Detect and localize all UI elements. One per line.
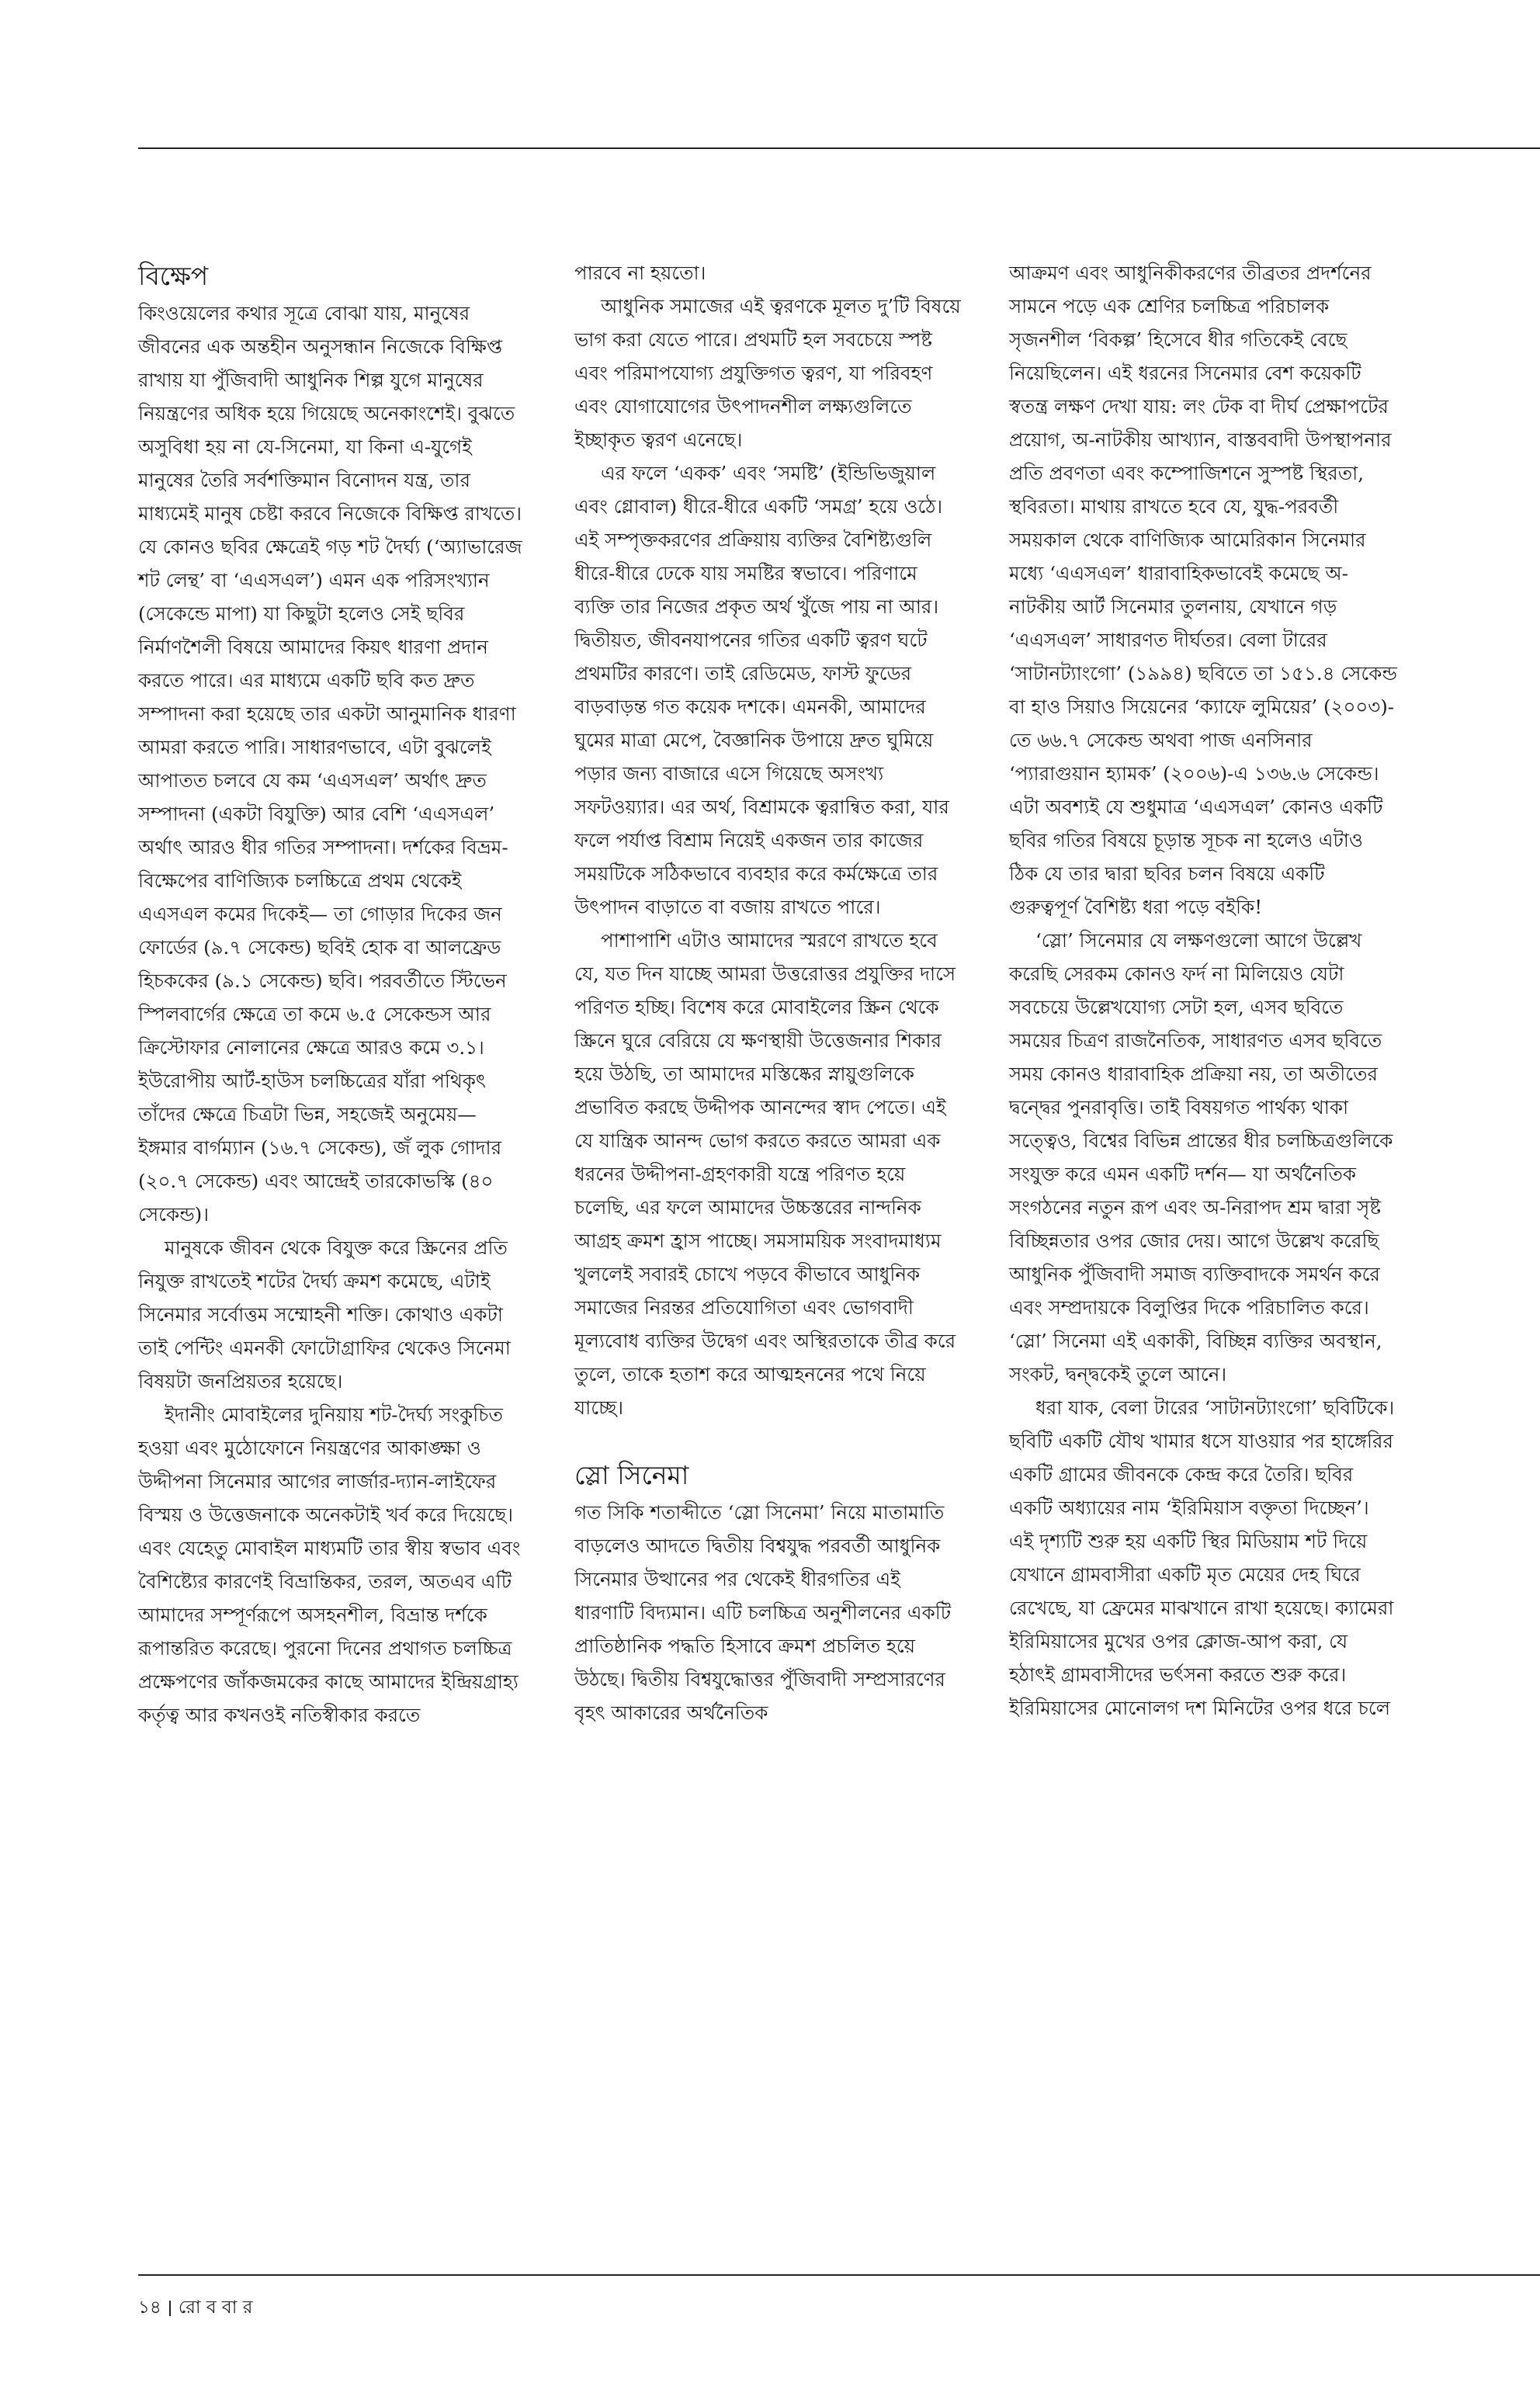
section-heading-bikkhep: বিক্ষেপ: [138, 261, 209, 291]
bottom-rule: [138, 2274, 1540, 2276]
section-heading-slow-cinema: স্লো সিনেমা: [574, 1460, 689, 1490]
paragraph: গত সিকি শতাব্দীতে ‘স্লো সিনেমা’ নিয়ে মাতামাতি বাড়লেও আদতে দ্বিতীয় বিশ্বযুদ্ধ পরবর্তী আধুনিক সিনেমার উত্থানের পর থেকেই ধীরগতির এই ধারণাটি বিদ্যমান। এটি চলচ্চিত্র অনুশীলনের একটি প্রাতিষ্ঠানিক পদ্ধতি হিসাবে ক্রমশ প্রচলিত হয়ে উঠছে। দ্বিতীয় বিশ্বযুদ্ধোত্তর পুঁজিবাদী সম্প্রসারণের বৃহৎ আকারের অর্থনৈতিক: [574, 1501, 952, 1724]
paragraph: ‘স্লো’ সিনেমার যে লক্ষণগুলো আগে উল্লেখ করেছি সেরকম কোনও ফর্দ না মিলিয়েও যেটা সবচেয়ে উল্লেখযোগ্য সেটা হল, এসব ছবিতে সময়ের চিত্রণ রাজনৈতিক, সাধারণত এসব ছবিতে সময় কোনও ধারাবাহিক প্রক্রিয়া নয়, তা অতীতের দ্বন্দ্বের পুনরাবৃত্তি। তাই বিষয়গত পার্থক্য থাকা সত্ত্বেও, বিশ্বের বিভিন্ন প্রান্তের ধীর চলচ্চিত্রগুলিকে সংযুক্ত করে এমন একটি দর্শন— যা অর্থনৈতিক সংগঠনের নতুন রূপ এবং অ-নিরাপদ শ্রম দ্বারা সৃষ্ট বিচ্ছিন্নতার ওপর জোর দেয়। আগে উল্লেখ করেছি আধুনিক পুঁজিবাদী সমাজ ব্যক্তিবাদকে সমর্থন করে এবং সম্প্রদায়কে বিলুপ্তির দিকে পরিচালিত করে। ‘স্লো’ সিনেমা এই একাকী, বিচ্ছিন্ন ব্যক্তির অবস্থান, সংকট, দ্বন্দ্বকেই তুলে আনে।: [1009, 929, 1393, 1386]
paragraph: পাশাপাশি এটাও আমাদের স্মরণে রাখতে হবে যে, যত দিন যাচ্ছে আমরা উত্তরোত্তর প্রযুক্তির দাসে পরিণত হচ্ছি। বিশেষ করে মোবাইলের স্ক্রিন থেকে স্ক্রিনে ঘুরে বেরিয়ে যে ক্ষণস্থায়ী উত্তেজনার শিকার হয়ে উঠছি, তা আমাদের মস্তিষ্কের স্নায়ুগুলিকে প্রভাবিত করছে উদ্দীপক আনন্দের স্বাদ পেতে। এই যে যান্ত্রিক আনন্দ ভোগ করতে করতে আমরা এক ধরনের উদ্দীপনা-গ্রহণকারী যন্ত্রে পরিণত হয়ে চলেছি, এর ফলে আমাদের উচ্চস্তরের নান্দনিক আগ্রহ ক্রমশ হ্রাস পাচ্ছে। সমসাময়িক সংবাদমাধ্যম খুললেই সবারই চোখে পড়বে কীভাবে আধুনিক সমাজের নিরন্তর প্রতিযোগিতা এবং ভোগবাদী মূল্যবোধ ব্যক্তির উদ্বেগ এবং অস্থিরতাকে তীব্র করে তুলে, তাকে হতাশ করে আত্মহননের পথে নিয়ে যাচ্ছে।: [574, 929, 956, 1419]
paragraph: আধুনিক সমাজের এই ত্বরণকে মূলত দু’টি বিষয়ে ভাগ করা যেতে পারে। প্রথমটি হল সবচেয়ে স্পষ্ট এবং পরিমাপযোগ্য প্রযুক্তিগত ত্বরণ, যা পরিবহণ এবং যোগাযোগের উৎপাদনশীল লক্ষ্যগুলিতে ইচ্ছাকৃত ত্বরণ এনেছে।: [574, 295, 961, 451]
paragraph: পারবে না হয়তো।: [574, 262, 706, 284]
magazine-name: রো ব বা র: [178, 2298, 253, 2318]
paragraph: ধরা যাক, বেলা টারের ‘সাটানট্যাংগো’ ছবিটিকে। ছবিটি একটি যৌথ খামার ধসে যাওয়ার পর হাঙ্গেরির একটি গ্রামের জীবনকে কেন্দ্র করে তৈরি। ছবির একটি অধ্যায়ের নাম ‘ইরিমিয়াস বক্তৃতা দিচ্ছেন’। এই দৃশ্যটি শুরু হয় একটি স্থির মিডিয়াম শট দিয়ে যেখানে গ্রামবাসীরা একটি মৃত মেয়ের দেহ ঘিরে রেখেছে, যা ফ্রেমের মাঝখানে রাখা হয়েছে। ক্যামেরা ইরিমিয়াসের মুখের ওপর ক্লোজ-আপ করা, যে হঠাৎই গ্রামবাসীদের ভর্ৎসনা করতে শুরু করে। ইরিমিয়াসের মোনোলগ দশ মিনিটের ওপর ধরে চলে: [1009, 1396, 1395, 1719]
paragraph: আক্রমণ এবং আধুনিকীকরণের তীব্রতর প্রদর্শনের সামনে পড়ে এক শ্রেণির চলচ্চিত্র পরিচালক সৃজনশীল ‘বিকল্প’ হিসেবে ধীর গতিকেই বেছে নিয়েছিলেন। এই ধরনের সিনেমার বেশ কয়েকটি স্বতন্ত্র লক্ষণ দেখা যায়: লং টেক বা দীর্ঘ প্রেক্ষাপটের প্রয়োগ, অ-নাটকীয় আখ্যান, বাস্তববাদী উপস্থাপনার প্রতি প্রবণতা এবং কম্পোজিশনে সুস্পষ্ট স্থিরতা, স্থবিরতা। মাথায় রাখতে হবে যে, যুদ্ধ-পরবর্তী সময়কাল থেকে বাণিজ্যিক আমেরিকান সিনেমার মধ্যে ‘এএসএল’ ধারাবাহিকভাবেই কমেছে অ-নাটকীয় আর্ট সিনেমার তুলনায়, যেখানে গড় ‘এএসএল’ সাধারণত দীর্ঘতর। বেলা টারের ‘সাটানট্যাংগো’ (১৯৯৪) ছবিতে তা ১৫১.৪ সেকেন্ড বা হাও সিয়াও সিয়েনের ‘ক্যাফে লুমিয়ের’ (২০০৩)-তে ৬৬.৭ সেকেন্ড অথবা পাজ এনসিনার ‘প্যারাগুয়ান হ্যামক’ (২০০৬)-এ ১৩৬.৬ সেকেন্ড। এটা অবশ্যই যে শুধুমাত্র ‘এএসএল’ কোনও একটি ছবির গতির বিষয়ে চূড়ান্ত সূচক না হলেও এটাও ঠিক যে তার দ্বারা ছবির চলন বিষয়ে একটি গুরুত্বপূর্ণ বৈশিষ্ট্য ধরা পড়ে বইকি!: [1009, 262, 1397, 918]
page-footer: [138, 2296, 252, 2319]
footer-separator: [169, 2301, 171, 2316]
paragraph: মানুষকে জীবন থেকে বিযুক্ত করে স্ক্রিনের প্রতি নিযুক্ত রাখতেই শটের দৈর্ঘ্য ক্রমশ কমেছে, এটাই সিনেমার সর্বোত্তম সম্মোহনী শক্তি। কোথাও একটা তাই পেন্টিং এমনকী ফোটোগ্রাফির থেকেও সিনেমা বিষয়টা জনপ্রিয়তর হয়েছে।: [138, 1236, 511, 1392]
top-rule: [138, 147, 1540, 149]
paragraph: ইদানীং মোবাইলের দুনিয়ায় শট-দৈর্ঘ্য সংকুচিত হওয়া এবং মুঠোফোনে নিয়ন্ত্রণের আকাঙ্ক্ষা ও উদ্দীপনা সিনেমার আগের লার্জার-দ্যান-লাইফের বিস্ময় ও উত্তেজনাকে অনেকটাই খর্ব করে দিয়েছে। এবং যেহেতু মোবাইল মাধ্যমটি তার স্বীয় স্বভাব এবং বৈশিষ্ট্যের কারণেই বিভ্রান্তিকর, তরল, অতএব এটি আমাদের সম্পূর্ণরূপে অসহনশীল, বিভ্রান্ত দর্শকে রূপান্তরিত করেছে। পুরনো দিনের প্রথাগত চলচ্চিত্র প্রক্ষেপণের জাঁকজমকের কাছে আমাদের ইন্দ্রিয়গ্রাহ্য কর্তৃত্ব আর কখনওই নতিস্বীকার করতে: [138, 1403, 521, 1726]
page-number: ১৪: [138, 2298, 161, 2318]
column-2: [574, 256, 962, 1729]
column-3: [1009, 256, 1397, 1725]
paragraph: কিংওয়েলের কথার সূত্রে বোঝা যায়, মানুষের জীবনের এক অন্তহীন অনুসন্ধান নিজেকে বিক্ষিপ্ত রাখায় যা পুঁজিবাদী আধুনিক শিল্প যুগে মানুষের নিয়ন্ত্রণের অধিক হয়ে গিয়েছে অনেকাংশেই। বুঝতে অসুবিধা হয় না যে-সিনেমা, যা কিনা এ-যুগেই মানুষের তৈরি সর্বশক্তিমান বিনোদন যন্ত্র, তার মাধ্যমেই মানুষ চেষ্টা করবে নিজেকে বিক্ষিপ্ত রাখতে। যে কোনও ছবির ক্ষেত্রেই গড় শট দৈর্ঘ্য (‘অ্যাভারেজ শট লেন্থ’ বা ‘এএসএল’) এমন এক পরিসংখ্যান (সেকেন্ডে মাপা) যা কিছুটা হলেও সেই ছবির নির্মাণশৈলী বিষয়ে আমাদের কিয়ৎ ধারণা প্রদান করতে পারে। এর মাধ্যমে একটি ছবি কত দ্রুত সম্পাদনা করা হয়েছে তার একটা আনুমানিক ধারণা আমরা করতে পারি। সাধারণভাবে, এটা বুঝলেই আপাতত চলবে যে কম ‘এএসএল’ অর্থাৎ দ্রুত সম্পাদনা (একটা বিযুক্তি) আর বেশি ‘এএসএল’ অর্থাৎ আরও ধীর গতির সম্পাদনা। দর্শকের বিভ্রম-বিক্ষেপের বাণিজ্যিক চলচ্চিত্রে প্রথম থেকেই এএসএল কমের দিকেই— তা গোড়ার দিকের জন ফোর্ডের (৯.৭ সেকেন্ড) ছবিই হোক বা আলফ্রেড হিচককের (৯.১ সেকেন্ড) ছবি। পরবর্তীতে স্টিভেন স্পিলবার্গের ক্ষেত্রে তা কমে ৬.৫ সেকেন্ডস আর ক্রিস্টোফার নোলানের ক্ষেত্রে আরও কমে ৩.১। ইউরোপীয় আর্ট-হাউস চলচ্চিত্রের যাঁরা পথিকৃৎ তাঁদের ক্ষেত্রে চিত্রটা ভিন্ন, সহজেই অনুমেয়— ইঙ্গমার বার্গম্যান (১৬.৭ সেকেন্ড), জঁ লুক গোদার (২০.৭ সেকেন্ড) এবং আন্দ্রেই তারকোভস্কি (৪০ সেকেন্ড)।: [138, 302, 522, 1226]
paragraph: এর ফলে ‘একক’ এবং ‘সমষ্টি’ (ইন্ডিভিজুয়াল এবং গ্লোবাল) ধীরে-ধীরে একটি ‘সমগ্র’ হয়ে ওঠে। এই সম্পৃক্তকরণের প্রক্রিয়ায় ব্যক্তির বৈশিষ্ট্যগুলি ধীরে-ধীরে ঢেকে যায় সমষ্টির স্বভাবে। পরিণামে ব্যক্তি তার নিজের প্রকৃত অর্থ খুঁজে পায় না আর। দ্বিতীয়ত, জীবনযাপনের গতির একটি ত্বরণ ঘটে প্রথমটির কারণে। তাই রেডিমেড, ফাস্ট ফুডের বাড়বাড়ন্ত গত কয়েক দশকে। এমনকী, আমাদের ঘুমের মাত্রা মেপে, বৈজ্ঞানিক উপায়ে দ্রুত ঘুমিয়ে পড়ার জন্য বাজারে এসে গিয়েছে অসংখ্য সফটওয়্যার। এর অর্থ, বিশ্রামকে ত্বরান্বিত করা, যার ফলে পর্যাপ্ত বিশ্রাম নিয়েই একজন তার কাজের সময়টিকে সঠিকভাবে ব্যবহার করে কর্মক্ষেত্রে তার উৎপাদন বাড়াতে বা বজায় রাখতে পারে।: [574, 462, 949, 918]
column-1: [138, 256, 526, 1732]
